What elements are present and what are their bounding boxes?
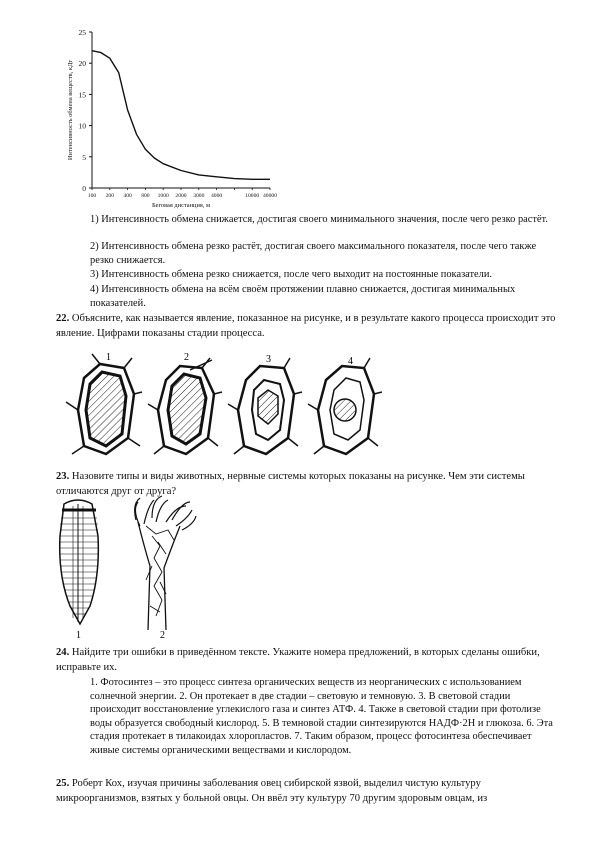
stage-label-1: 1 — [106, 352, 111, 363]
x-tick-label: 2000 — [175, 193, 187, 199]
answer-option-1: 1) Интенсивность обмена снижается, достигая своего минимального значения, после чего резко растёт. — [90, 214, 548, 225]
answer-option-2: 2) Интенсивность обмена резко растёт, достигая своего максимального показателя, после чего также резко снижается. — [90, 241, 537, 266]
question-22-text: Объясните, как называется явление, показанное на рисунке, и в результате какого процесса происходит это явление. Цифрами показаны стадии процесса. — [56, 313, 556, 339]
question-23-number: 23. — [56, 471, 70, 482]
cell-stage-1 — [66, 352, 142, 454]
x-tick-label: 10000 — [245, 193, 260, 199]
question-24 — [56, 646, 556, 675]
question-25-number: 25. — [56, 778, 70, 789]
question-25 — [56, 777, 556, 806]
stage-label-4: 4 — [348, 356, 353, 367]
y-tick-label: 0 — [82, 184, 86, 193]
question-25-text: Роберт Кох, изучая причины заболевания овец сибирской язвой, выделил чистую культуру микроорганизмов, взятых у больной овцы. Он ввёл эту культуру 70 другим здоровым овцам, из — [56, 778, 488, 804]
question-24-number: 24. — [56, 647, 70, 658]
x-tick-label: 100 — [87, 193, 97, 199]
x-tick-label: 40000 — [263, 193, 277, 199]
x-tick-label: 800 — [141, 193, 150, 199]
answer-option-3: 3) Интенсивность обмена резко снижается, после чего выходит на постоянные показатели. — [90, 269, 493, 280]
y-tick-label: 25 — [78, 28, 86, 37]
y-tick-label: 5 — [82, 152, 86, 162]
cell-stage-4 — [308, 356, 382, 454]
question-24-paragraph: 1. Фотосинтез – это процесс синтеза органических веществ из неорганических с использованием солнечной энергии. 2. Он протекает в две стадии – световую и темновую. 3. В световой стадии происходит восстановление углекислого газа и синтез АТФ. 4. Также в световой стадии при фотолизе воды образуется свободный кислород. 5. В темновой стадии синтезируются НАДФ·2Н и глюкоза. 6. Эта стадия протекает в тилакоидах хлоропластов. 7. Таким образом, процесс фотосинтеза обеспечивает живые системы органическими веществами и кислородом. — [90, 677, 553, 756]
figure-1-worm — [60, 500, 99, 641]
y-tick-label: 15 — [78, 90, 86, 100]
cell-stage-2 — [148, 352, 222, 454]
metabolism-chart — [60, 28, 275, 218]
stage-label-2: 2 — [184, 352, 189, 363]
series-line — [92, 51, 270, 180]
cell-stage-3 — [228, 354, 302, 454]
x-tick-label: 3000 — [193, 193, 205, 199]
figure-label-1: 1 — [76, 630, 81, 641]
figure-label-2: 2 — [160, 630, 165, 641]
question-22-number: 22. — [56, 313, 70, 324]
x-tick-label: 200 — [105, 193, 114, 199]
x-tick-label: 400 — [123, 193, 132, 199]
y-tick-label: 10 — [78, 121, 86, 131]
x-tick-label: 1000 — [157, 193, 169, 199]
stage-label-3: 3 — [266, 354, 271, 365]
figure-2-hydra — [135, 496, 196, 641]
nervous-systems-figure — [40, 496, 200, 642]
question-23 — [56, 470, 556, 499]
x-axis-label: Беговая дистанция, м — [151, 202, 211, 209]
question-22 — [56, 312, 556, 341]
x-tick-label: 4000 — [211, 193, 223, 199]
y-tick-label: 20 — [78, 59, 86, 69]
question-23-text: Назовите типы и виды животных, нервные системы которых показаны на рисунке. Чем эти системы отличаются друг от друга? — [56, 471, 525, 497]
y-axis-label: Интенсивность обмена веществ, кДт — [67, 59, 74, 161]
question-24-text: Найдите три ошибки в приведённом тексте. Укажите номера предложений, в которых сделаны ошибки, исправьте их. — [56, 647, 540, 673]
chart-plot-area — [67, 28, 277, 209]
plasmolysis-figure — [62, 350, 382, 462]
answer-option-4: 4) Интенсивность обмена на всём своём протяжении плавно снижается, достигая минимальных показателей. — [90, 284, 516, 309]
